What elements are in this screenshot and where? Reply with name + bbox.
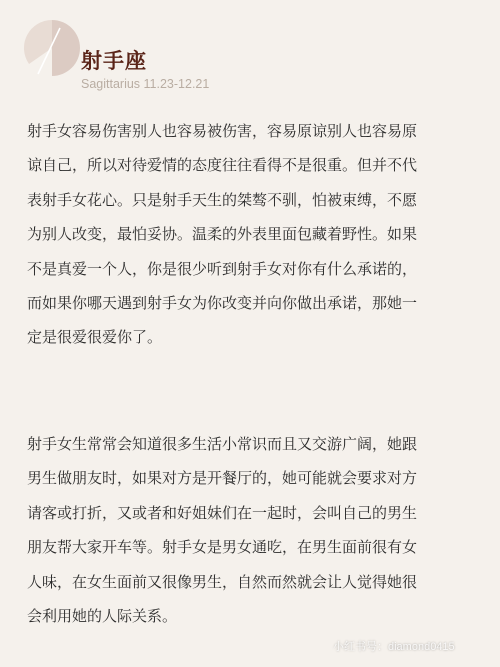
text-line: 表射手女花心。只是射手天生的桀骜不驯，怕被束缚，不愿 <box>27 190 418 209</box>
text-line: 定是很爱很爱你了。 <box>27 328 163 347</box>
text-line: 而如果你哪天遇到射手女为你改变并向你做出承诺，那她一 <box>27 293 418 312</box>
text-line: 男生做朋友时，如果对方是开餐厅的，她可能就会要求对方 <box>27 469 418 488</box>
text-line: 不是真爱一个人，你是很少听到射手女对你有什么承诺的， <box>27 259 418 278</box>
decorative-circle-icon <box>22 18 82 78</box>
text-line: 射手女容易伤害别人也容易被伤害，容易原谅别人也容易原 <box>27 122 418 140</box>
page-header <box>0 0 500 100</box>
text-line: 会利用她的人际关系。 <box>27 606 178 625</box>
text-line: 请客或打折，又或者和好姐妹们在一起时，会叫自己的男生 <box>27 503 418 522</box>
page-subtitle: Sagittarius 11.23-12.21 <box>81 77 210 91</box>
paragraph-1 <box>27 114 477 355</box>
page-title: 射手座 <box>81 49 147 73</box>
watermark: 小红书号：diamond0415 <box>333 641 455 653</box>
text-line: 人味，在女生面前又很像男生，自然而然就会让人觉得她很 <box>27 572 418 591</box>
text-line: 朋友帮大家开车等。射手女是男女通吃，在男生面前很有女 <box>27 538 418 557</box>
text-line: 谅自己，所以对待爱情的态度往往看得不是很重。但并不代 <box>27 156 418 175</box>
paragraph-2 <box>27 427 477 633</box>
text-line: 为别人改变，最怕妥协。温柔的外表里面包藏着野性。如果 <box>27 225 418 244</box>
text-line: 射手女生常常会知道很多生活小常识而且又交游广阔，她跟 <box>27 435 418 453</box>
